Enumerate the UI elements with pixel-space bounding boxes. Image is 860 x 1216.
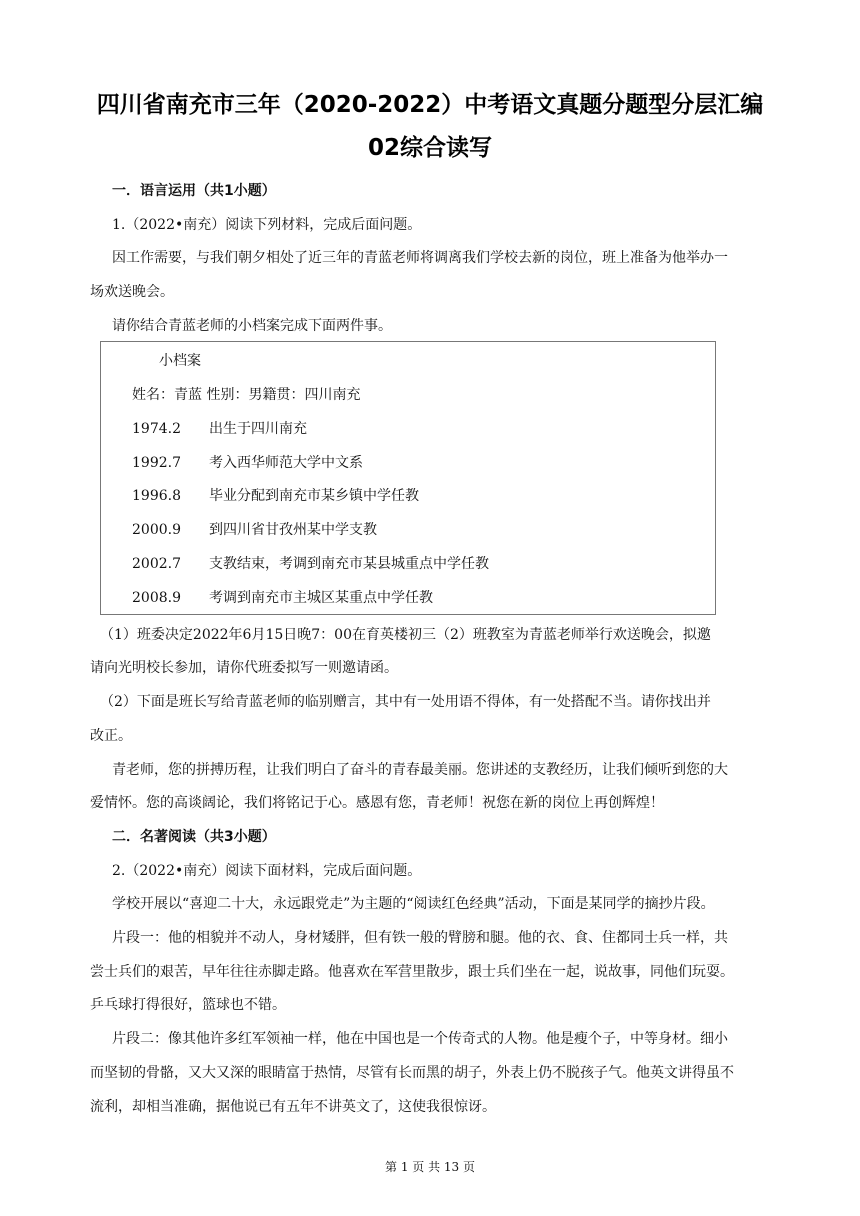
- section-heading-classic-reading: 二．名著阅读（共3小题）: [112, 829, 276, 845]
- profile-entry-event: 出生于四川南充: [209, 421, 307, 437]
- document-title-line-2: 02综合读写: [367, 135, 492, 161]
- profile-entry-event: 毕业分配到南充市某乡镇中学任教: [209, 488, 419, 504]
- farewell-message-line-2: 爱情怀。您的高谈阔论，我们将铭记于心。感恩有您，青老师！祝您在新的岗位上再创辉煌！: [90, 795, 664, 811]
- profile-entry-date: 1996.8: [132, 488, 181, 504]
- question-1-paragraph-line-2: 场欢送晚会。: [90, 284, 174, 300]
- farewell-message-line-1: 青老师，您的拼搏历程，让我们明白了奋斗的青春最美丽。您讲述的支教经历，让我们倾听到您的大: [112, 762, 728, 778]
- profile-entry-event: 到四川省甘孜州某中学支教: [209, 522, 377, 538]
- fragment-1-line-2: 尝士兵们的艰苦，早年往往赤脚走路。他喜欢在军营里散步，跟士兵们坐在一起，说故事，同他们玩耍。: [90, 964, 734, 980]
- question-2-paragraph: 学校开展以“喜迎二十大，永远跟党走”为主题的“阅读红色经典”活动，下面是某同学的摘抄片段。: [112, 896, 715, 912]
- fragment-2-line-3: 流利，却相当准确，据他说已有五年不讲英文了，这使我很惊讶。: [90, 1099, 496, 1115]
- profile-entry-date: 2002.7: [132, 556, 181, 572]
- page-footer: 第 1 页 共 13 页: [385, 1160, 475, 1174]
- question-1-instruction: 请你结合青蓝老师的小档案完成下面两件事。: [112, 318, 392, 334]
- question-1-paragraph-line-1: 因工作需要，与我们朝夕相处了近三年的青蓝老师将调离我们学校去新的岗位，班上准备为他举办一: [112, 250, 728, 266]
- fragment-2-line-1: 片段二：像其他许多红军领袖一样，他在中国也是一个传奇式的人物。他是瘦个子，中等身材。细小: [112, 1031, 728, 1047]
- profile-title: 小档案: [159, 353, 201, 369]
- section-heading-language-use: 一．语言运用（共1小题）: [112, 183, 276, 199]
- fragment-2-line-2: 而坚韧的骨骼，又大又深的眼睛富于热情，尽管有长而黑的胡子，外表上仍不脱孩子气。他英文讲得虽不: [90, 1065, 734, 1081]
- question-1-subquestion-1-line-1: （1）班委决定2022年6月15日晚7：00在育英楼初三（2）班教室为青蓝老师举行欢送晚会，拟邀: [100, 627, 711, 643]
- profile-entry-event: 考调到南充市主城区某重点中学任教: [209, 590, 433, 606]
- profile-entry-date: 1974.2: [132, 421, 181, 437]
- profile-box: [100, 341, 716, 615]
- fragment-1-line-3: 乒乓球打得很好，篮球也不错。: [90, 997, 286, 1013]
- profile-entry-event: 考入西华师范大学中文系: [209, 455, 363, 471]
- profile-basic-info: 姓名：青蓝 性别：男籍贯：四川南充: [132, 387, 361, 403]
- document-title-line-1: 四川省南充市三年（2020-2022）中考语文真题分题型分层汇编: [96, 92, 764, 118]
- question-1-subquestion-2-line-2: 改正。: [90, 728, 132, 744]
- fragment-1-line-1: 片段一：他的相貌并不动人，身材矮胖，但有铁一般的臂膀和腿。他的衣、食、住都同士兵一样，共: [112, 930, 728, 946]
- profile-entry-date: 2000.9: [132, 522, 181, 538]
- question-1-subquestion-1-line-2: 请向光明校长参加，请你代班委拟写一则邀请函。: [90, 660, 398, 676]
- profile-entry-date: 2008.9: [132, 590, 181, 606]
- profile-entry-event: 支教结束，考调到南充市某县城重点中学任教: [209, 556, 489, 572]
- profile-entry-date: 1992.7: [132, 455, 181, 471]
- question-2-intro: 2.（2022•南充）阅读下面材料，完成后面问题。: [112, 863, 422, 879]
- question-1-subquestion-2-line-1: （2）下面是班长写给青蓝老师的临别赠言，其中有一处用语不得体，有一处搭配不当。请你找出并: [100, 694, 711, 710]
- question-1-intro: 1.（2022•南充）阅读下列材料，完成后面问题。: [112, 217, 422, 233]
